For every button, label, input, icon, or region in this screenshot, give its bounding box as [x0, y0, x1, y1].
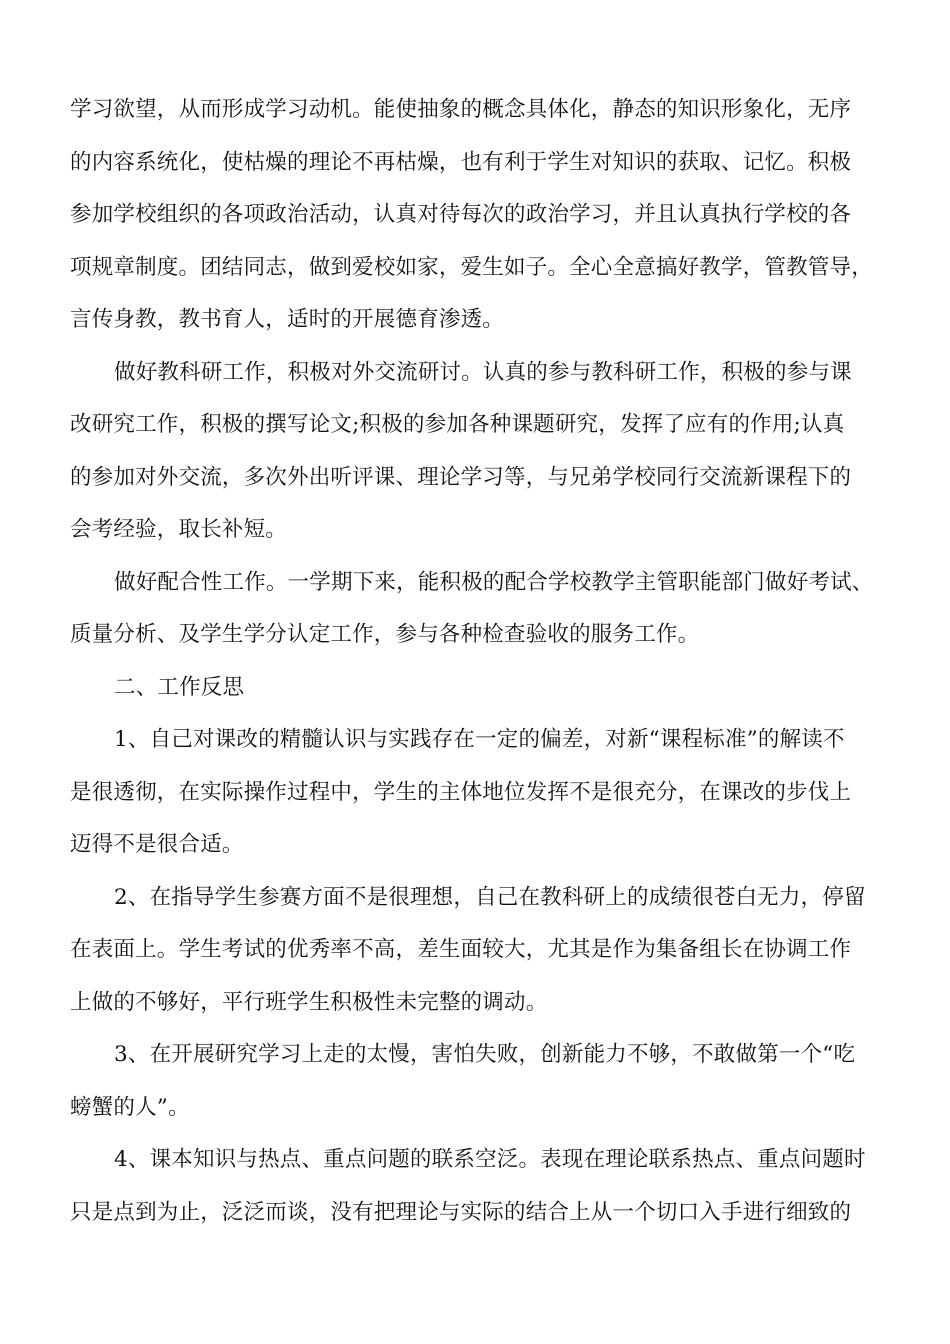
- text-line: 做好配合性工作。一学期下来，能积极的配合学校教学主管职能部门做好考试、: [114, 569, 874, 595]
- section-heading: 二、工作反思: [114, 674, 245, 700]
- text-line: 质量分析、及学生学分认定工作，参与各种检查验收的服务工作。: [70, 622, 700, 647]
- text-line: 学习欲望，从而形成学习动机。能使抽象的概念具体化，静态的知识形象化，无序: [70, 97, 852, 122]
- text-line: 上做的不够好，平行班学生积极性未完整的调动。: [70, 989, 548, 1015]
- text-line: 1、自己对课改的精髓认识与实践存在一定的偏差，对新“课程标准”的解读不: [114, 727, 845, 752]
- text-line: 是很透彻，在实际操作过程中，学生的主体地位发挥不是很充分，在课改的步伐上: [70, 779, 852, 805]
- text-line: 言传身教，教书育人，适时的开展德育渗透。: [70, 307, 505, 332]
- text-line: 参加学校组织的各项政治活动，认真对待每次的政治学习，并且认真执行学校的各: [70, 202, 852, 227]
- text-line: 项规章制度。团结同志，做到爱校如家，爱生如子。全心全意搞好教学，管教管导，: [70, 254, 873, 280]
- text-line: 3、在开展研究学习上走的太慢，害怕失败，创新能力不够，不敢做第一个“吃: [114, 1042, 856, 1067]
- text-line: 螃蟹的人”。: [70, 1094, 190, 1120]
- text-line: 4、课本知识与热点、重点问题的联系空泛。表现在理论联系热点、重点问题时: [114, 1147, 866, 1172]
- text-line: 2、在指导学生参赛方面不是很理想，自己在教科研上的成绩很苍白无力，停留: [114, 884, 866, 910]
- text-line: 只是点到为止，泛泛而谈，没有把理论与实际的结合上从一个切口入手进行细致的: [70, 1199, 852, 1225]
- text-line: 的参加对外交流，多次外出听评课、理论学习等，与兄弟学校同行交流新课程下的: [70, 464, 852, 490]
- text-line: 迈得不是很合适。: [70, 832, 244, 857]
- text-line: 会考经验，取长补短。: [70, 517, 288, 542]
- text-line: 在表面上。学生考试的优秀率不高，差生面较大，尤其是作为集备组长在协调工作: [70, 937, 852, 962]
- text-line: 改研究工作，积极的撰写论文;积极的参加各种课题研究，发挥了应有的作用;认真: [70, 412, 845, 437]
- document-body: [70, 84, 890, 1239]
- text-line: 做好教科研工作，积极对外交流研讨。认真的参与教科研工作，积极的参与课: [114, 359, 852, 385]
- text-line: 的内容系统化，使枯燥的理论不再枯燥，也有利于学生对知识的获取、记忆。积极: [70, 149, 852, 175]
